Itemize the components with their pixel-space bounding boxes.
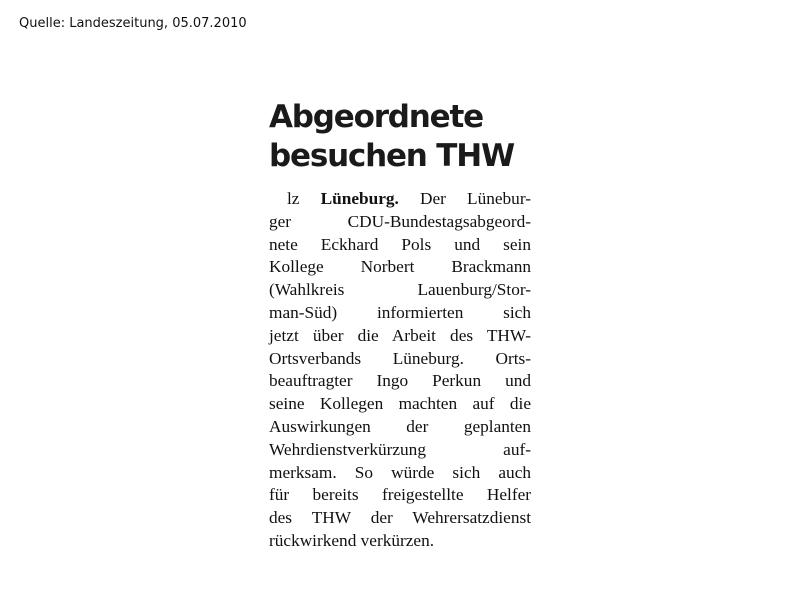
body-line: seine Kollegen machten auf die [269, 394, 531, 414]
body-line: Wehrdienstverkürzung auf- [269, 439, 531, 459]
body-line: Auswirkungen der geplanten [269, 416, 531, 436]
body-line: rückwirkend verkürzen. [269, 530, 435, 550]
body-line: beauftragter Ingo Perkun und [269, 371, 531, 391]
author-tag: lz [287, 189, 300, 208]
body-line: für bereits freigestellte Helfer [269, 485, 531, 505]
dateline: Lüneburg. [320, 189, 399, 208]
body-line: (Wahlkreis Lauenburg/Stor- [269, 280, 531, 300]
news-article [269, 98, 531, 553]
headline-line: Abgeordnete [269, 99, 483, 135]
body-line: Ortsverbands Lüneburg. Orts- [269, 348, 531, 368]
body-line: nete Eckhard Pols und sein [269, 234, 531, 254]
article-headline [269, 98, 531, 176]
article-body [269, 188, 531, 553]
headline-line: besuchen THW [269, 138, 514, 174]
body-line: merksam. So würde sich auch [269, 462, 531, 482]
first-line-text: Der Lünebur- [420, 189, 531, 208]
body-line: man-Süd) informierten sich [269, 302, 531, 322]
body-line [269, 188, 531, 211]
body-line: des THW der Wehrersatzdienst [269, 508, 531, 528]
source-citation: Quelle: Landeszeitung, 05.07.2010 [19, 16, 247, 31]
body-line: jetzt über die Arbeit des THW- [269, 325, 531, 345]
body-line: Kollege Norbert Brackmann [269, 257, 531, 277]
body-line: ger CDU-Bundestagsabgeord- [269, 211, 531, 231]
